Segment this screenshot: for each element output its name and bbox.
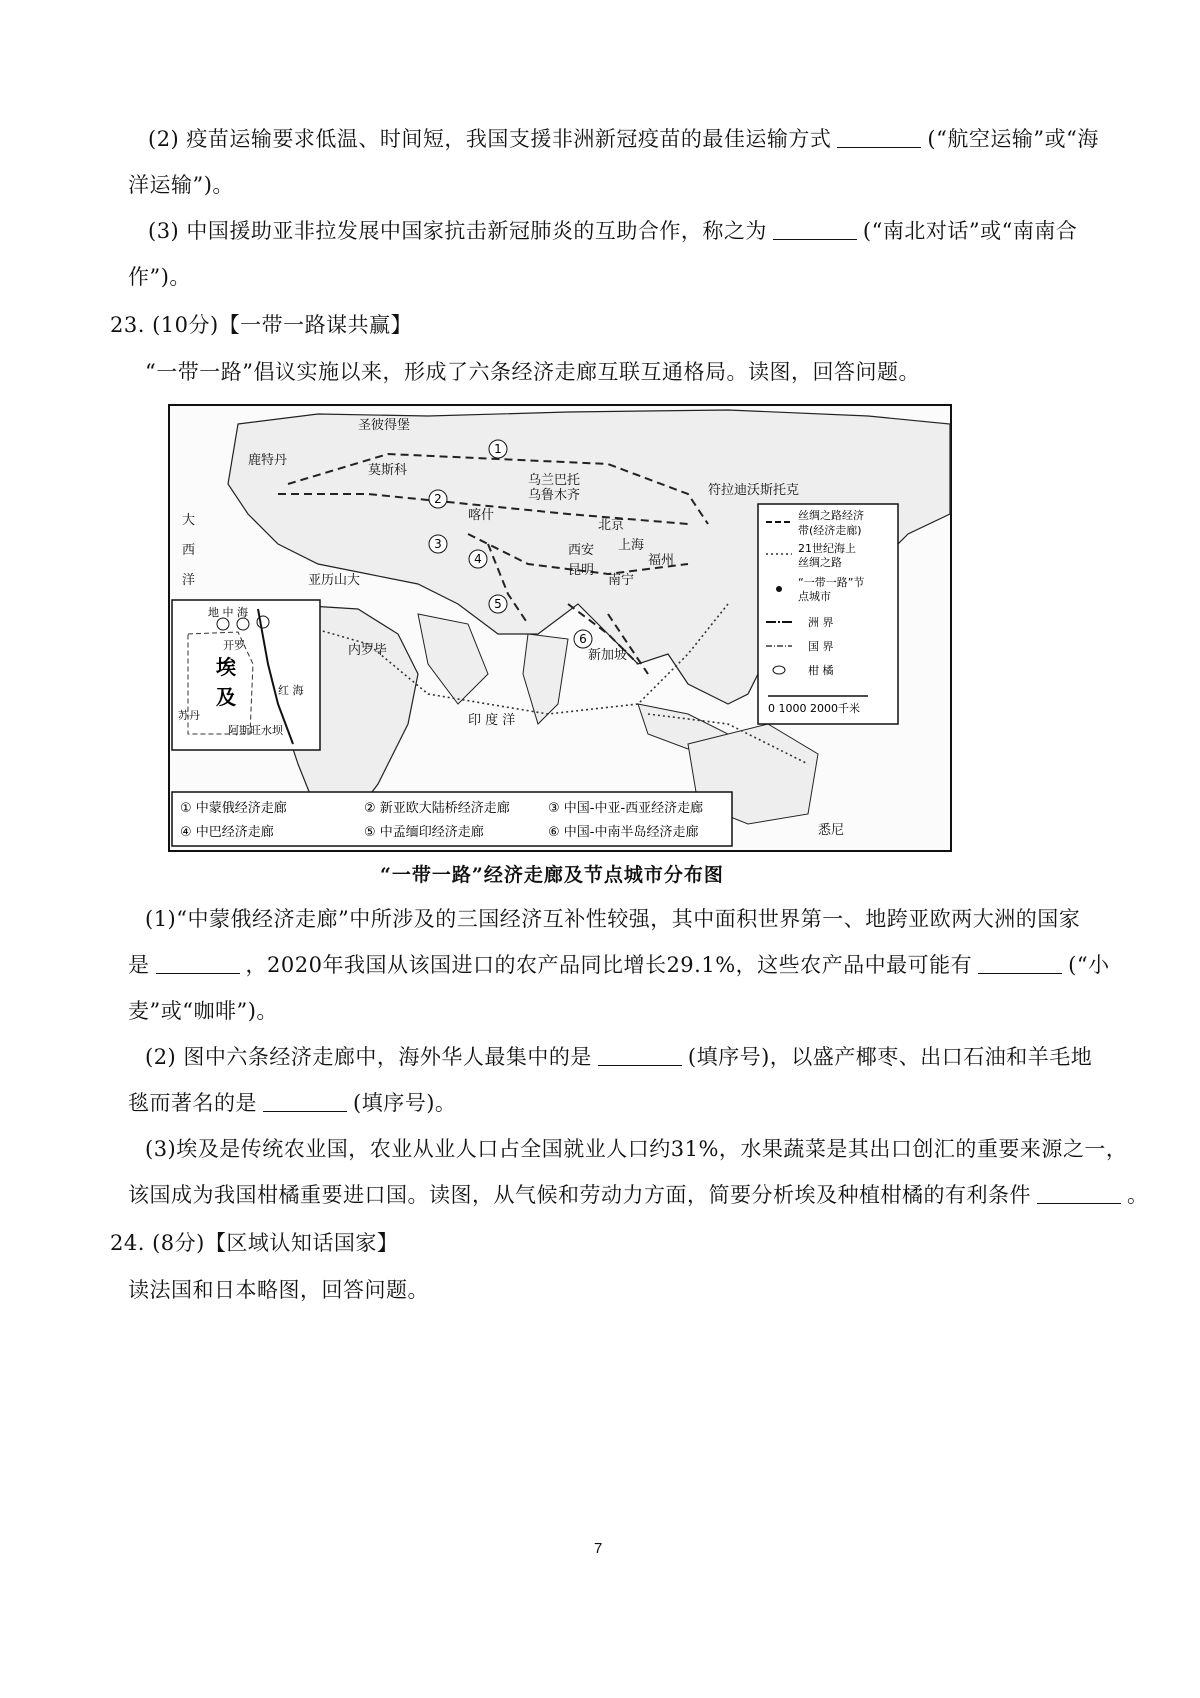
inset-label-redsea: 红 海: [278, 684, 304, 697]
corridor-key-1: ① 中蒙俄经济走廊: [180, 801, 287, 816]
q24-heading: 24. (8分)【区域认知话国家】: [110, 1231, 399, 1255]
inset-label-aswan: 阿斯旺水坝: [228, 724, 283, 737]
map-legend: [758, 504, 898, 724]
legend-node-2: 点城市: [798, 590, 831, 603]
inset-label-egypt-2: 及: [216, 685, 236, 709]
map-label-alexandria: 亚历山大: [308, 573, 361, 588]
legend-silk-belt-1: 丝绸之路经济: [798, 509, 864, 522]
answer-blank[interactable]: [156, 953, 240, 974]
egypt-inset: [172, 600, 320, 750]
map-label-fuzhou: 福州: [648, 553, 675, 568]
q23-intro: “一带一路”倡议实施以来，形成了六条经济走廊互联互通格局。读图，回答问题。: [145, 360, 920, 384]
inset-label-egypt-1: 埃: [216, 655, 236, 679]
q22-part2-line1: (2) 疫苗运输要求低温、时间短，我国支援非洲新冠疫苗的最佳运输方式 (“航空运输”或“海: [148, 127, 1099, 151]
map-label-kunming: 昆明: [568, 563, 595, 578]
answer-blank[interactable]: [837, 127, 921, 148]
q23-part1-line1: (1)“中蒙俄经济走廊”中所涉及的三国经济互补性较强，其中面积世界第一、地跨亚欧两大洲的国家: [145, 907, 1081, 931]
map-label-shanghai: 上海: [618, 538, 645, 553]
map-label-singapore: 新加坡: [588, 648, 628, 663]
corridor-key-3: ③ 中国-中亚-西亚经济走廊: [548, 801, 704, 816]
corridor-marker-5: 5: [494, 597, 502, 611]
corridor-key-4: ④ 中巴经济走廊: [180, 825, 274, 840]
map-label-atlantic-1: 大: [182, 513, 196, 528]
q24-intro: 读法国和日本略图，回答问题。: [128, 1278, 429, 1302]
map-label-nairobi: 内罗毕: [348, 643, 388, 658]
corridor-key-6: ⑥ 中国-中南半岛经济走廊: [548, 825, 699, 840]
q23-part1-line2: 是 ，2020年我国从该国进口的农产品同比增长29.1%，这些农产品中最可能有 (“小: [128, 953, 1110, 977]
answer-blank[interactable]: [598, 1045, 682, 1066]
legend-citrus: 柑 橘: [808, 664, 834, 677]
answer-blank[interactable]: [263, 1091, 347, 1112]
map-label-xian: 西安: [568, 543, 595, 558]
legend-node-1: “一带一路”节: [798, 576, 865, 589]
legend-continent-border: 洲 界: [808, 616, 834, 629]
inset-label-cairo: 开罗: [223, 639, 245, 652]
q22-part3-line2: 作”)。: [128, 265, 191, 289]
legend-maritime-2: 丝绸之路: [798, 556, 842, 569]
q23-part2-line2: 毯而著名的是 (填序号)。: [128, 1091, 457, 1115]
q23-part3-line2: 该国成为我国柑橘重要进口国。读图，从气候和劳动力方面，简要分析埃及种植柑橘的有利条件 。: [128, 1183, 1149, 1207]
corridor-marker-4: 4: [474, 552, 482, 566]
map-label-moscow: 莫斯科: [368, 463, 408, 478]
corridor-marker-1: 1: [494, 442, 502, 456]
map-svg: [168, 404, 952, 852]
q23-part1-line3: 麦”或“咖啡”)。: [128, 999, 278, 1023]
map-caption: “一带一路”经济走廊及节点城市分布图: [380, 864, 724, 886]
map-label-atlantic-2: 西: [182, 543, 196, 558]
map-label-nanning: 南宁: [608, 573, 635, 588]
map-label-kashgar: 喀什: [468, 508, 495, 523]
map-label-vladivostok: 符拉迪沃斯托克: [708, 483, 800, 498]
answer-blank[interactable]: [978, 953, 1062, 974]
inset-label-sudan: 苏丹: [178, 709, 200, 722]
map-label-atlantic-3: 洋: [182, 573, 196, 588]
q23-heading: 23. (10分)【一带一路谋共赢】: [110, 313, 413, 337]
q22-part2-line2: 洋运输”)。: [128, 173, 234, 197]
corridor-marker-2: 2: [434, 492, 442, 506]
map-label-ulanbator: 乌兰巴托: [528, 473, 581, 488]
map-label-indian-ocean: 印 度 洋: [468, 713, 516, 728]
map-label-rotterdam: 鹿特丹: [248, 453, 288, 468]
page-number: 7: [594, 1540, 603, 1557]
map-label-stpetersburg: 圣彼得堡: [358, 418, 411, 433]
corridor-key: [172, 792, 732, 846]
map-label-sydney: 悉尼: [818, 823, 845, 838]
legend-maritime-1: 21世纪海上: [798, 542, 856, 555]
map-label-beijing: 北京: [598, 518, 625, 533]
q23-part2-line1: (2) 图中六条经济走廊中，海外华人最集中的是 (填序号)，以盛产椰枣、出口石油和羊毛地: [145, 1045, 1093, 1069]
answer-blank[interactable]: [1037, 1183, 1121, 1204]
corridor-marker-3: 3: [434, 537, 442, 551]
legend-country-border: 国 界: [808, 640, 834, 653]
map-label-urumqi: 乌鲁木齐: [528, 488, 581, 503]
corridor-key-2: ② 新亚欧大陆桥经济走廊: [364, 801, 510, 816]
legend-scale: 0 1000 2000千米: [768, 702, 860, 715]
q22-part3-line1: (3) 中国援助亚非拉发展中国家抗击新冠肺炎的互助合作，称之为 (“南北对话”或“南南合: [148, 219, 1078, 243]
corridor-key-5: ⑤ 中孟缅印经济走廊: [364, 825, 484, 840]
q23-part3-line1: (3)埃及是传统农业国，农业从业人口占全国就业人口约31%，水果蔬菜是其出口创汇的重要来源之一，: [145, 1137, 1128, 1161]
inset-label-mediterranean: 地 中 海: [208, 606, 248, 619]
belt-road-map: [168, 404, 952, 852]
legend-silk-belt-2: 带(经济走廊): [798, 524, 862, 537]
answer-blank[interactable]: [773, 219, 857, 240]
corridor-marker-6: 6: [579, 632, 587, 646]
